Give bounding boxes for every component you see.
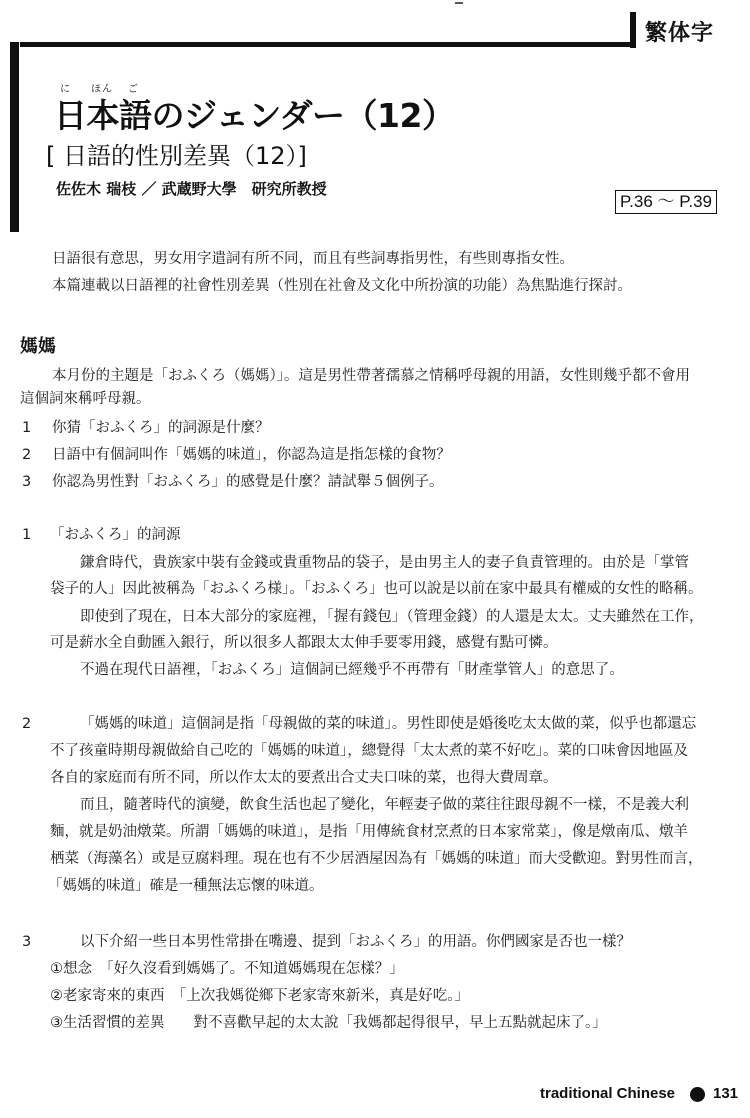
lead-line: 本月份的主題是「おふくろ（媽媽）」。這是男性帶著孺慕之情稱呼母親的用語，女性則幾乎都不會用	[52, 368, 690, 384]
answer-item: ③生活習慣的差異 對不喜歡早起的太太說「我媽都起得很早，早上五點就起床了。」	[50, 1015, 607, 1031]
answer-intro: 以下介紹一些日本男性常掛在嘴邊、提到「おふくろ」的用語。你們國家是否也一樣？	[80, 934, 631, 950]
answer-line: 麵，就是奶油燉菜。所謂「媽媽的味道」，是指「用傳統食材烹煮的日本家常菜」，像是燉南瓜、燉羊	[50, 824, 688, 840]
question-number: 2	[22, 447, 32, 463]
article-subtitle: [ 日語的性別差異（12）]	[46, 142, 307, 170]
answer-item: ①想念 「好久沒看到媽媽了。不知道媽媽現在怎樣？」	[50, 961, 404, 977]
ruby-ni: に	[60, 84, 71, 95]
answer-line: 栖菜（海藻名）或是豆腐料理。現在也有不少居酒屋因為有「媽媽的味道」而大受歡迎。對男性而言，	[50, 851, 703, 867]
lead-line: 這個詞來稱呼母親。	[20, 391, 151, 407]
footer-language-label: traditional Chinese	[540, 1085, 676, 1102]
page-range-box: P.36 ～ P.39	[615, 190, 717, 214]
answer-number: 2	[22, 716, 32, 732]
scan-mark	[455, 2, 463, 4]
question-text: 你認為男性對「おふくろ」的感覺是什麼？請試舉５個例子。	[52, 474, 444, 490]
answer-line: 不過在現代日語裡，「おふくろ」這個詞已經幾乎不再帶有「財產掌管人」的意思了。	[80, 662, 624, 678]
section-heading: 媽媽	[20, 336, 56, 357]
author-line: 佐佐木 瑞枝 ／ 武蔵野大學 研究所教授	[56, 180, 327, 198]
ruby-go: ご	[128, 84, 138, 95]
answer-number: 3	[22, 934, 32, 950]
answer-line: 「媽媽的味道」這個詞是指「母親做的菜的味道」。男性即使是婚後吃太太做的菜，似乎也都還忘	[80, 716, 697, 732]
answer-line: 「媽媽的味道」確是一種無法忘懷的味道。	[48, 878, 324, 894]
tag-divider	[630, 12, 636, 48]
answer-line: 袋子的人」因此被稱為「おふくろ様」。「おふくろ」也可以說是以前在家中最具有權威的女性的略稱。	[50, 581, 703, 597]
question-number: 3	[22, 474, 32, 490]
header-side-bar	[10, 42, 19, 232]
answer-line: 各自的家庭而有所不同，所以作太太的要煮出合丈夫口味的菜，也得大費周章。	[50, 770, 558, 786]
answer-line: 可是薪水全自動匯入銀行，所以很多人都跟太太伸手要零用錢，感覺有點可憐。	[50, 635, 558, 651]
intro-line: 本篇連載以日語裡的社會性別差異（性別在社會及文化中所扮演的功能）為焦點進行探討。	[52, 278, 632, 294]
question-text: 你猜「おふくろ」的詞源是什麼？	[52, 420, 270, 436]
footer-bullet-icon	[690, 1087, 705, 1102]
answer-line: 不了孩童時期母親做給自己吃的「媽媽的味道」，總覺得「太太煮的菜不好吃」。菜的口味會因地區及	[50, 743, 688, 759]
question-number: 1	[22, 420, 32, 436]
answer-line: 而且，隨著時代的演變，飲食生活也起了變化，年輕妻子做的菜往往跟母親不一樣，不是義大利	[80, 797, 689, 813]
answer-item: ②老家寄來的東西 「上次我媽從鄉下老家寄來新米，真是好吃。」	[50, 988, 469, 1004]
ruby-hon: ほん	[91, 84, 113, 95]
answer-line: 即使到了現在，日本大部分的家庭裡，「握有錢包」（管理金錢）的人還是太太。丈夫雖然在工作，	[80, 609, 704, 625]
answer-heading: 「おふくろ」的詞源	[50, 527, 181, 543]
script-tag: 繁体字	[645, 21, 715, 46]
article-title: 日本語のジェンダー（12）	[54, 96, 455, 135]
answer-number: 1	[22, 527, 32, 543]
answer-line: 鎌倉時代，貴族家中裝有金錢或貴重物品的袋子，是由男主人的妻子負責管理的。由於是「掌管	[80, 555, 689, 571]
intro-line: 日語很有意思，男女用字遣詞有所不同，而且有些詞專指男性，有些則專指女性。	[52, 251, 574, 267]
question-text: 日語中有個詞叫作「媽媽的味道」，你認為這是指怎樣的食物？	[52, 447, 451, 463]
page-number: 131	[713, 1085, 739, 1102]
header-rule	[20, 42, 630, 47]
